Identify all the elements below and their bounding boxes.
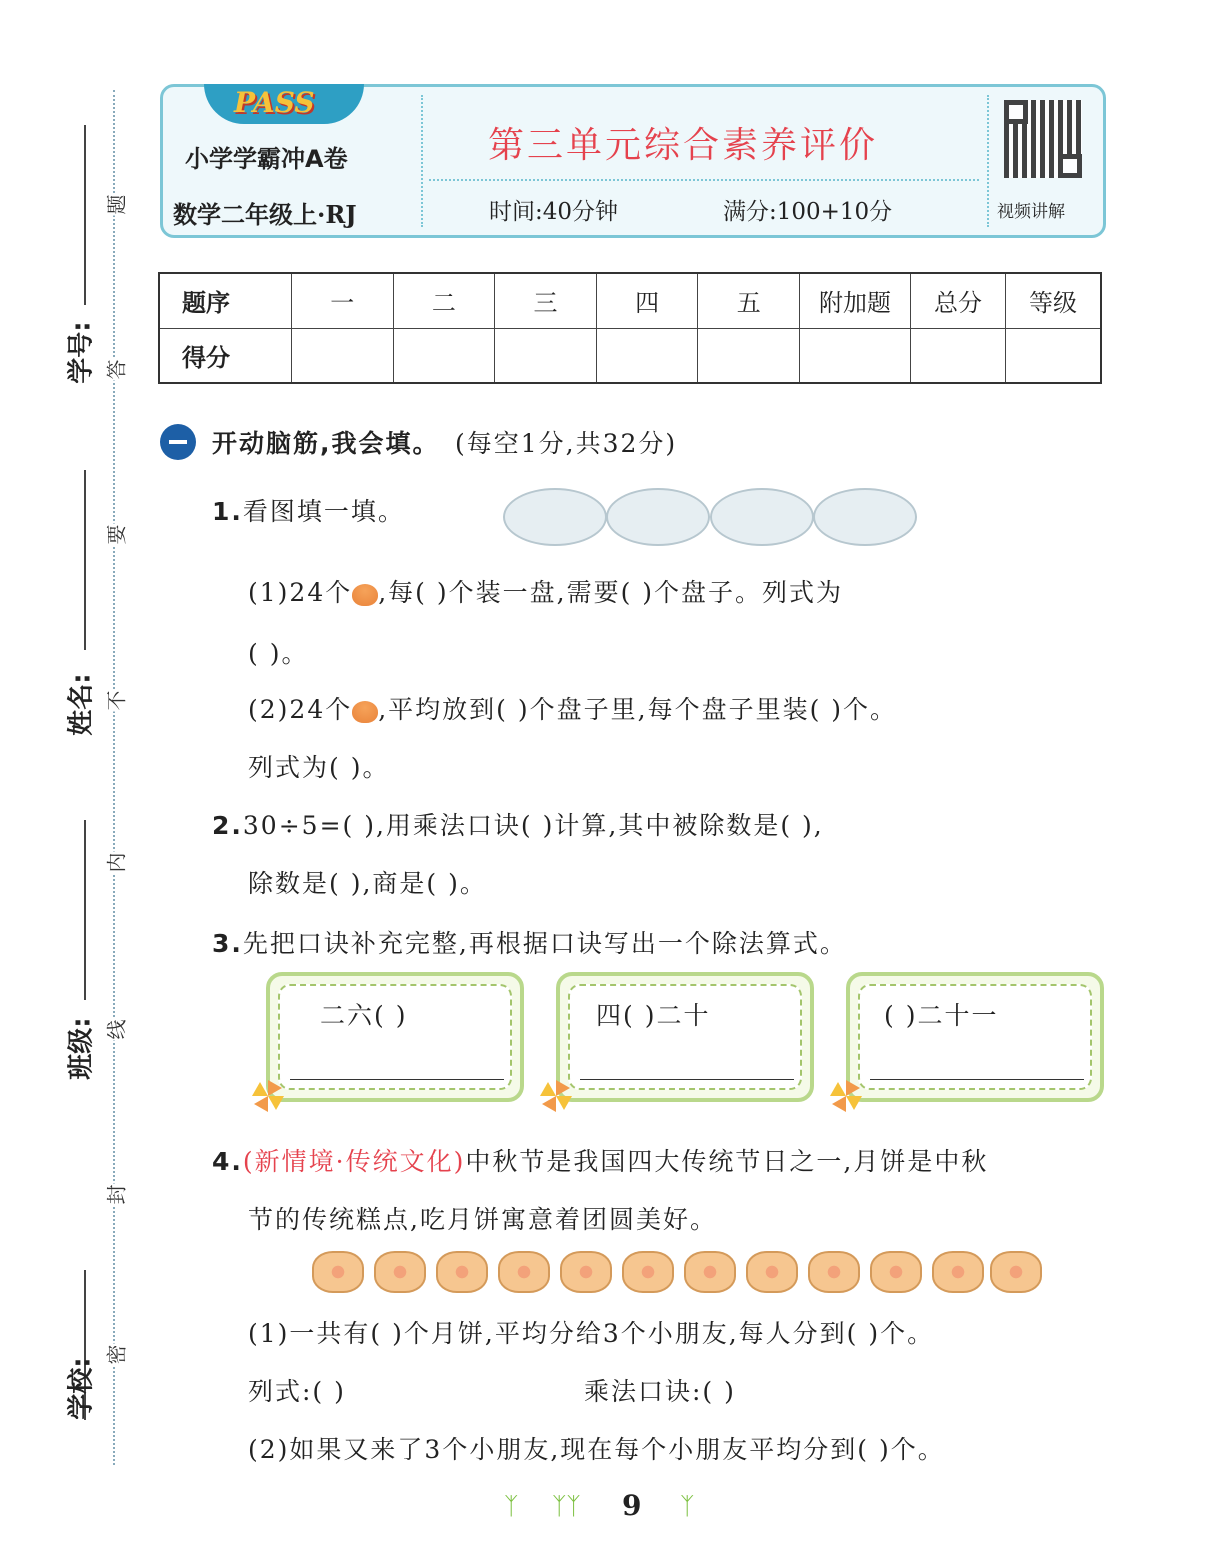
pinwheel-icon xyxy=(540,1080,572,1112)
seal-char: 不 xyxy=(101,690,130,712)
seal-char: 要 xyxy=(101,524,130,546)
seal-char: 封 xyxy=(101,1184,130,1206)
sprout-icon: ᛉ xyxy=(504,1492,519,1520)
pinwheel-icon xyxy=(252,1080,284,1112)
score-table xyxy=(158,272,1102,384)
table-row xyxy=(159,328,1101,383)
table-header-cell: 五 xyxy=(698,273,800,328)
table-header-cell: 三 xyxy=(495,273,597,328)
mooncake-icon xyxy=(622,1251,674,1293)
q1-part2-formula: 列式为( )。 xyxy=(248,753,390,782)
page-number: 9 xyxy=(622,1489,642,1522)
mooncake-icon xyxy=(436,1251,488,1293)
seal-char: 内 xyxy=(101,852,130,874)
answer-line[interactable] xyxy=(580,1079,794,1080)
q1-part1: (1)24个 ,每( )个装一盘,需要( )个盘子。列式为 xyxy=(248,578,844,607)
video-label: 视频讲解 xyxy=(997,202,1065,222)
mooncake-icon xyxy=(312,1251,364,1293)
table-header-cell: 等级 xyxy=(1006,273,1102,328)
question-1: 1.看图填一填。 xyxy=(212,497,405,526)
qr-code-icon[interactable] xyxy=(1004,100,1082,178)
score-cell[interactable] xyxy=(1006,328,1102,383)
section-points: (每空1分,共32分) xyxy=(455,429,678,458)
answer-line[interactable] xyxy=(290,1079,504,1080)
table-header-cell: 二 xyxy=(393,273,495,328)
class-line xyxy=(84,820,86,1000)
answer-line[interactable] xyxy=(870,1079,1084,1080)
mooncake-icon xyxy=(498,1251,550,1293)
seal-char: 密 xyxy=(101,1344,130,1366)
bun-plate-image xyxy=(503,488,607,546)
section-number-badge xyxy=(160,424,196,460)
mooncake-icon xyxy=(870,1251,922,1293)
name-line xyxy=(84,470,86,650)
q1-part1-formula: ( )。 xyxy=(248,639,309,668)
mooncake-icon xyxy=(374,1251,426,1293)
score-cell[interactable] xyxy=(596,328,698,383)
seal-char: 题 xyxy=(101,194,130,216)
table-row xyxy=(159,273,1101,328)
time-limit: 时间:40分钟 xyxy=(489,199,619,225)
class-label: 班级: xyxy=(66,1017,97,1080)
rhyme-text: ( )二十一 xyxy=(884,1001,999,1030)
question-4-line2: 节的传统糕点,吃月饼寓意着团圆美好。 xyxy=(248,1205,717,1234)
full-score: 满分:100+10分 xyxy=(723,199,893,225)
mooncake-icon xyxy=(808,1251,860,1293)
mooncake-icon xyxy=(560,1251,612,1293)
sprout-icon: ᛉ xyxy=(680,1492,695,1520)
section-title: 开动脑筋,我会填。 xyxy=(212,429,440,458)
bun-plate-image xyxy=(606,488,710,546)
pass-logo: PASS xyxy=(204,84,364,124)
table-header-cell: 一 xyxy=(292,273,394,328)
score-cell[interactable] xyxy=(292,328,394,383)
table-header-cell: 总分 xyxy=(911,273,1006,328)
question-4: 4.(新情境·传统文化)中秋节是我国四大传统节日之一,月饼是中秋 xyxy=(212,1147,989,1176)
q4-part1: (1)一共有( )个月饼,平均分给3个小朋友,每人分到( )个。 xyxy=(248,1319,935,1348)
bun-icon xyxy=(352,584,378,606)
question-2: 2.30÷5=( ),用乘法口诀( )计算,其中被除数是( ), xyxy=(212,811,824,840)
table-header-cell: 四 xyxy=(596,273,698,328)
bun-plate-image xyxy=(710,488,814,546)
rhyme-text: 二六( ) xyxy=(320,1001,408,1030)
q1-part2: (2)24个 ,平均放到( )个盘子里,每个盘子里装( )个。 xyxy=(248,695,898,724)
pinwheel-icon xyxy=(830,1080,862,1112)
id-line xyxy=(84,125,86,305)
seal-dotted-line xyxy=(113,90,115,1465)
table-header-cell: 附加题 xyxy=(800,273,911,328)
score-cell[interactable] xyxy=(800,328,911,383)
rhyme-box xyxy=(846,972,1104,1102)
mooncake-icon xyxy=(746,1251,798,1293)
q4-part1-rhyme: 乘法口诀:( ) xyxy=(584,1377,736,1406)
bun-icon xyxy=(352,701,378,723)
school-label: 学校: xyxy=(66,1357,97,1420)
series-name: 小学学霸冲A卷 xyxy=(185,145,348,173)
question-2-line2: 除数是( ),商是( )。 xyxy=(248,869,487,898)
q4-part1-formula: 列式:( ) xyxy=(248,1377,346,1406)
table-header-cell: 题序 xyxy=(159,273,292,328)
mooncake-icon xyxy=(684,1251,736,1293)
mooncake-icon xyxy=(932,1251,984,1293)
bun-plate-image xyxy=(813,488,917,546)
sprout-icon: ᛉᛉ xyxy=(552,1492,581,1520)
subject-grade: 数学二年级上·RJ xyxy=(173,200,357,229)
question-3: 3.先把口诀补充完整,再根据口诀写出一个除法算式。 xyxy=(212,929,847,958)
score-cell[interactable] xyxy=(911,328,1006,383)
rhyme-box xyxy=(556,972,814,1102)
id-label: 学号: xyxy=(66,321,97,384)
score-cell[interactable] xyxy=(698,328,800,383)
rhyme-text: 四( )二十 xyxy=(596,1001,711,1030)
score-cell[interactable] xyxy=(393,328,495,383)
page-title: 第三单元综合素养评价 xyxy=(488,125,879,166)
name-label: 姓名: xyxy=(66,673,97,736)
rhyme-box xyxy=(266,972,524,1102)
score-cell[interactable] xyxy=(495,328,597,383)
score-row-label: 得分 xyxy=(159,328,292,383)
seal-char: 答 xyxy=(101,359,130,381)
q4-part2: (2)如果又来了3个小朋友,现在每个小朋友平均分到( )个。 xyxy=(248,1435,945,1464)
mooncake-icon xyxy=(990,1251,1042,1293)
seal-char: 线 xyxy=(101,1019,130,1041)
